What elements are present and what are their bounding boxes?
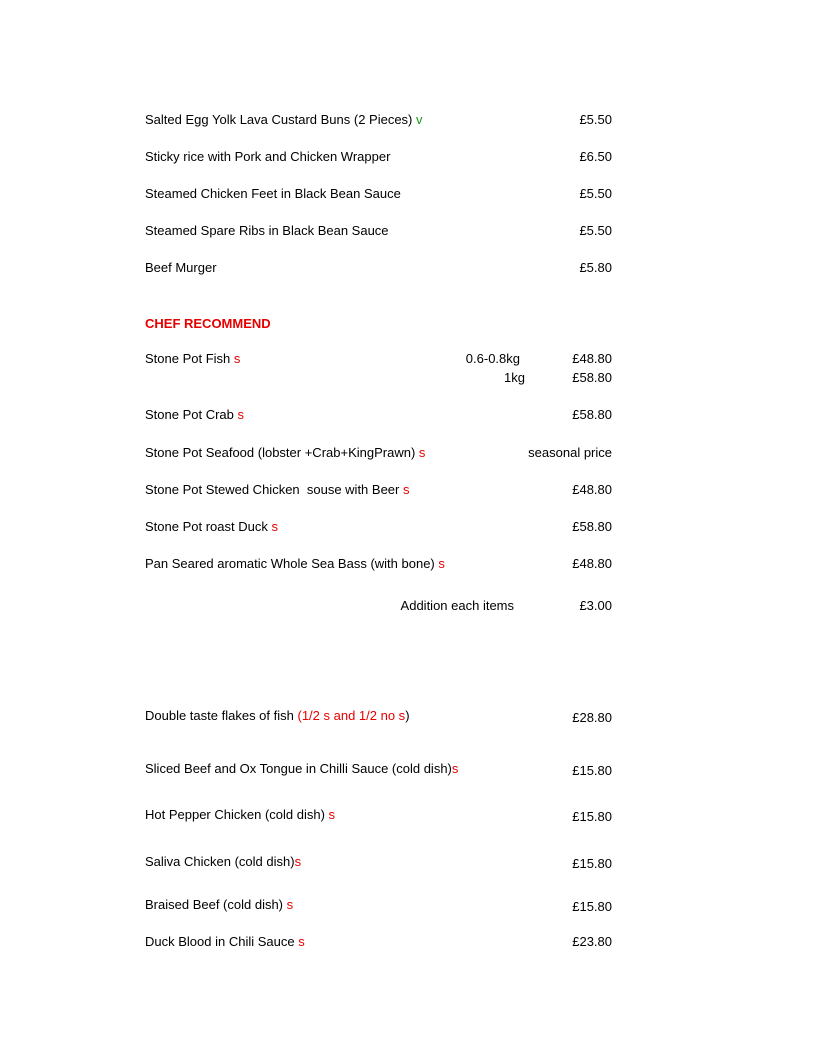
spicy-mark: s bbox=[286, 897, 294, 912]
spicy-mark: s bbox=[438, 556, 445, 571]
menu-item-price: £28.80 bbox=[572, 710, 612, 725]
spicy-mark: s bbox=[237, 407, 245, 422]
menu-item-price: £5.50 bbox=[579, 112, 612, 127]
section-heading: CHEF RECOMMEND bbox=[145, 316, 271, 331]
menu-item-name bbox=[145, 807, 335, 823]
menu-item-price: £23.80 bbox=[572, 934, 612, 949]
menu-item-name bbox=[145, 556, 445, 572]
spicy-mark: s bbox=[298, 934, 305, 949]
text-segment: Braised Beef (cold dish) bbox=[145, 897, 284, 912]
menu-item-price: £6.50 bbox=[579, 149, 612, 164]
spicy-mark: s bbox=[403, 482, 410, 497]
menu-item-price: £15.80 bbox=[572, 856, 612, 871]
text-segment: Pan Seared aromatic Whole Sea Bass (with bone) bbox=[145, 556, 435, 571]
menu-item-name bbox=[145, 519, 278, 535]
menu-item-name bbox=[145, 761, 458, 777]
menu-item-price: £15.80 bbox=[572, 899, 612, 914]
menu-item-price: £58.80 bbox=[572, 519, 612, 534]
paren-open: ( bbox=[297, 708, 302, 723]
portion-size: 1kg bbox=[504, 370, 525, 385]
menu-item-price: £5.80 bbox=[579, 260, 612, 275]
menu-item-price: £15.80 bbox=[572, 809, 612, 824]
menu-item-name bbox=[145, 445, 425, 461]
menu-item-price: £58.80 bbox=[572, 370, 612, 385]
vegetarian-mark: v bbox=[416, 112, 423, 127]
text-segment: Salted Egg Yolk Lava Custard Buns (2 Pieces) bbox=[145, 112, 413, 127]
menu-item-name: Sticky rice with Pork and Chicken Wrapper bbox=[145, 149, 391, 164]
menu-item-name bbox=[145, 897, 293, 913]
menu-item-price: £48.80 bbox=[572, 556, 612, 571]
text-segment: Stone Pot roast Duck bbox=[145, 519, 268, 534]
text-segment: Saliva Chicken (cold dish) bbox=[145, 854, 295, 869]
text-segment: Duck Blood in Chili Sauce bbox=[145, 934, 295, 949]
menu-item-price: £5.50 bbox=[579, 186, 612, 201]
menu-item-name: Beef Murger bbox=[145, 260, 217, 275]
text-segment: Double taste flakes of fish bbox=[145, 708, 294, 723]
menu-item-name bbox=[145, 482, 410, 498]
spicy-mark: s bbox=[328, 807, 336, 822]
menu-item-price: £15.80 bbox=[572, 763, 612, 778]
spicy-note: 1/2 s and 1/2 no s bbox=[301, 708, 406, 723]
spicy-mark: s bbox=[294, 854, 302, 869]
spicy-mark: s bbox=[271, 519, 278, 534]
menu-item-price: £58.80 bbox=[572, 407, 612, 422]
menu-item-name: Steamed Spare Ribs in Black Bean Sauce bbox=[145, 223, 389, 238]
menu-item-price: £5.50 bbox=[579, 223, 612, 238]
addition-label: Addition each items bbox=[400, 598, 514, 613]
text-segment: Hot Pepper Chicken (cold dish) bbox=[145, 807, 325, 822]
menu-item-price: £3.00 bbox=[579, 598, 612, 613]
menu-item-name bbox=[145, 854, 301, 870]
spicy-mark: s bbox=[418, 445, 426, 460]
menu-item-name: Steamed Chicken Feet in Black Bean Sauce bbox=[145, 186, 401, 201]
spicy-mark: s bbox=[451, 761, 459, 776]
text-segment: Stone Pot Fish bbox=[145, 351, 231, 366]
menu-item-price: £48.80 bbox=[572, 482, 612, 497]
text-segment: Stone Pot Crab bbox=[145, 407, 234, 422]
menu-item-price: £48.80 bbox=[572, 351, 612, 366]
menu-item-name bbox=[145, 112, 423, 128]
paren-close: ) bbox=[405, 708, 410, 723]
menu-item-name bbox=[145, 934, 305, 950]
text-segment: Stone Pot Stewed Chicken souse with Beer bbox=[145, 482, 400, 497]
text-segment: Stone Pot Seafood (lobster +Crab+KingPrawn) bbox=[145, 445, 416, 460]
text-segment: Sliced Beef and Ox Tongue in Chilli Sauce (cold dish) bbox=[145, 761, 452, 776]
menu-item-name bbox=[145, 351, 240, 367]
menu-item-name bbox=[145, 708, 410, 724]
menu-item-name bbox=[145, 407, 244, 423]
spicy-mark: s bbox=[233, 351, 241, 366]
menu-item-price: seasonal price bbox=[528, 445, 612, 460]
portion-size: 0.6-0.8kg bbox=[465, 351, 520, 366]
